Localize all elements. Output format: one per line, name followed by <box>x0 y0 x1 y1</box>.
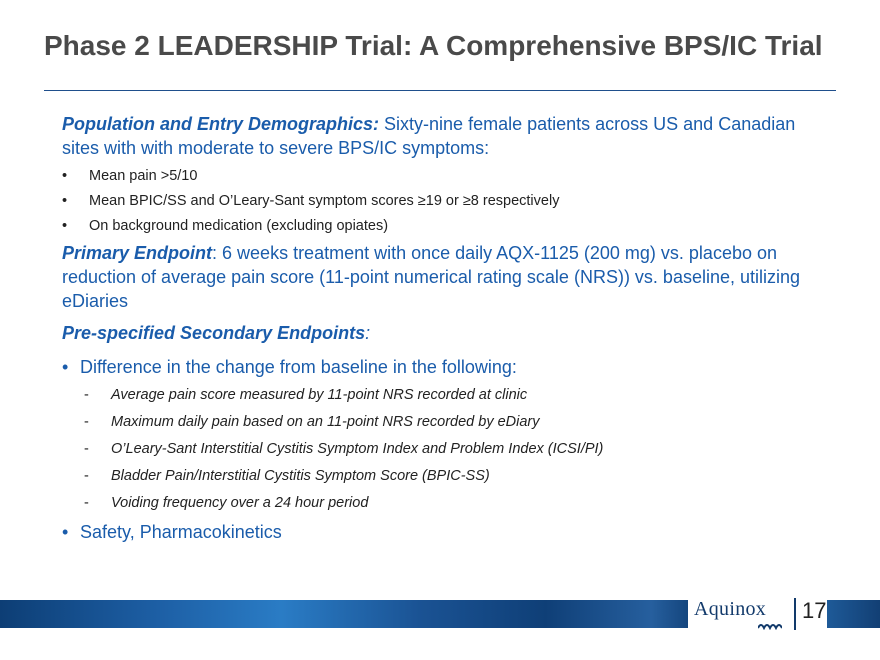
list-item <box>84 439 832 459</box>
population-text: Sixty-nine female patients across US and Canadian sites with with moderate to severe BPS/IC symptoms: <box>62 114 796 158</box>
list-item-text: Average pain score measured by 11-point NRS recorded at clinic <box>111 387 528 403</box>
list-item-text: Bladder Pain/Interstitial Cystitis Symptom Score (BPIC-SS) <box>111 468 490 484</box>
list-item-text: Mean pain >5/10 <box>89 168 198 184</box>
population-heading: Population and Entry Demographics: <box>62 114 380 134</box>
bullet-icon: • <box>62 193 68 209</box>
company-logo: Aquinox <box>694 598 767 620</box>
logo-wave-icon <box>758 620 782 630</box>
slide-title: Phase 2 LEADERSHIP Trial: A Comprehensive BPS/IC Trial <box>44 30 823 61</box>
primary-endpoint-heading: Primary Endpoint <box>62 243 213 263</box>
primary-endpoint-text: : 6 weeks treatment with once daily AQX-1125 (200 mg) vs. placebo on reduction of average pain score (11-point numerical rating scale (NRS)) vs. baseline, utilizing eDiaries <box>62 243 801 311</box>
list-item <box>84 493 832 513</box>
dash-icon: - <box>84 495 89 511</box>
list-item-text: Voiding frequency over a 24 hour period <box>111 495 369 511</box>
list-item <box>84 412 832 432</box>
list-item-text: On background medication (excluding opiates) <box>89 218 389 234</box>
bullet-icon: • <box>62 522 69 542</box>
secondary-bullet-safety <box>62 520 832 544</box>
list-item <box>62 216 832 236</box>
dash-icon: - <box>84 468 89 484</box>
slide-content <box>62 112 832 550</box>
page-number-divider <box>794 598 796 630</box>
list-item-text: O’Leary-Sant Interstitial Cystitis Symptom Index and Problem Index (ICSI/PI) <box>111 441 604 457</box>
secondary-endpoints-heading <box>62 321 832 345</box>
primary-endpoint-paragraph <box>62 241 832 313</box>
dash-icon: - <box>84 387 89 403</box>
secondary-bullet-text: Difference in the change from baseline in the following: <box>80 357 517 377</box>
list-item <box>62 166 832 186</box>
dash-icon: - <box>84 414 89 430</box>
list-item <box>84 466 832 486</box>
list-item-text: Mean BPIC/SS and O’Leary-Sant symptom scores ≥19 or ≥8 respectively <box>89 193 560 209</box>
secondary-heading-text: Pre-specified Secondary Endpoints <box>62 323 366 343</box>
secondary-heading-colon: : <box>365 323 371 343</box>
secondary-bullet-difference <box>62 355 832 379</box>
bullet-icon: • <box>62 357 69 377</box>
list-item-text: Maximum daily pain based on an 11-point NRS recorded by eDiary <box>111 414 540 430</box>
bullet-icon: • <box>62 218 68 234</box>
title-divider <box>44 90 836 91</box>
page-number: 17 <box>802 598 827 623</box>
dash-icon: - <box>84 441 89 457</box>
list-item <box>62 191 832 211</box>
bullet-icon: • <box>62 168 68 184</box>
population-paragraph <box>62 112 832 160</box>
secondary-endpoint-list <box>84 385 832 513</box>
list-item <box>84 385 832 405</box>
secondary-bullet-text: Safety, Pharmacokinetics <box>80 522 282 542</box>
population-bullets <box>62 166 832 236</box>
